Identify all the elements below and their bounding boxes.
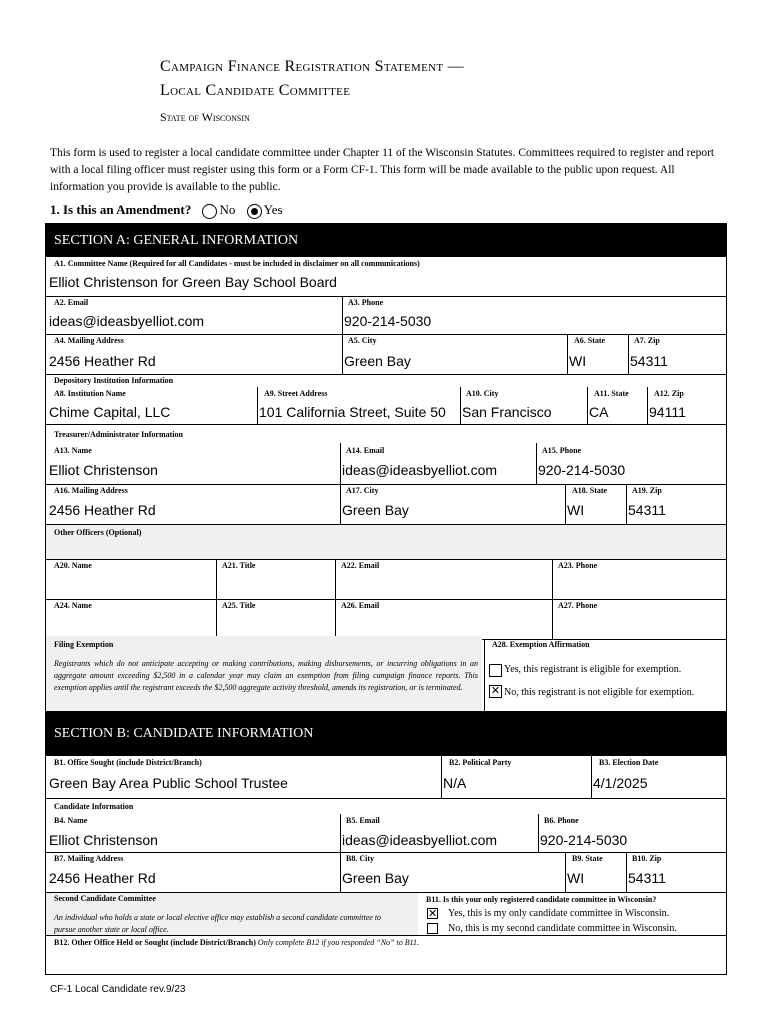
b3-label: B3. Election Date: [599, 758, 659, 767]
a24-label: A24. Name: [54, 601, 92, 610]
a12-label: A12. Zip: [654, 389, 684, 398]
phone-field[interactable]: 920-214-5030: [344, 313, 432, 329]
a13-label: A13. Name: [54, 446, 92, 455]
a3-label: A3. Phone: [348, 298, 384, 307]
exempt-no-label: No, this registrant is not eligible for exemption.: [504, 687, 695, 698]
a4-label: A4. Mailing Address: [54, 336, 124, 345]
b12-field[interactable]: [49, 952, 719, 970]
b11-no-label: No, this is my second candidate committee in Wisconsin.: [448, 923, 677, 934]
b11-no-checkbox[interactable]: [427, 923, 438, 934]
treasurer-email-field[interactable]: ideas@ideasbyelliot.com: [342, 462, 498, 478]
treasurer-state-field[interactable]: WI: [567, 502, 585, 518]
filing-exemption-heading: Filing Exemption: [54, 640, 114, 649]
a7-label: A7. Zip: [634, 336, 660, 345]
b12-note: Only complete B12 if you responded “No” to B11.: [257, 938, 420, 947]
candidate-state-field[interactable]: WI: [567, 870, 585, 886]
a10-label: A10. City: [466, 389, 499, 398]
institution-zip-field[interactable]: 94111: [649, 404, 686, 420]
a27-label: A27. Phone: [558, 601, 598, 610]
election-date-field[interactable]: 4/1/2025: [593, 775, 648, 791]
institution-name-field[interactable]: Chime Capital, LLC: [49, 404, 171, 420]
treasurer-heading: Treasurer/Administrator Information: [54, 430, 183, 439]
b4-label: B4. Name: [54, 816, 88, 825]
amendment-yes-radio[interactable]: [247, 204, 262, 219]
a25-label: A25. Title: [222, 601, 256, 610]
exempt-yes-label: Yes, this registrant is eligible for exemption.: [504, 664, 682, 675]
amendment-no-label: No: [219, 202, 236, 217]
a1-label: A1. Committee Name (Required for all Candidates - must be included in disclaimer on all communications): [54, 259, 420, 268]
a2-label: A2. Email: [54, 298, 89, 307]
a22-label: A22. Email: [341, 561, 380, 570]
candidate-city-field[interactable]: Green Bay: [342, 870, 409, 886]
b6-label: B6. Phone: [544, 816, 579, 825]
treasurer-phone-field[interactable]: 920-214-5030: [538, 462, 626, 478]
exempt-no-checkbox[interactable]: ✕: [490, 684, 501, 697]
a15-label: A15. Phone: [542, 446, 582, 455]
candidate-zip-field[interactable]: 54311: [628, 870, 666, 886]
a11-label: A11. State: [594, 389, 629, 398]
b9-label: B9. State: [572, 854, 603, 863]
form-state: State of Wisconsin: [160, 110, 250, 124]
candidate-email-field[interactable]: ideas@ideasbyelliot.com: [342, 832, 498, 848]
a14-label: A14. Email: [346, 446, 385, 455]
a19-label: A19. Zip: [632, 486, 662, 495]
form-title-line2: Local Candidate Committee: [160, 82, 351, 99]
city-field[interactable]: Green Bay: [344, 353, 411, 369]
amendment-question: 1. Is this an Amendment?: [50, 202, 192, 217]
registration-form: [45, 223, 727, 975]
institution-city-field[interactable]: San Francisco: [462, 404, 552, 420]
treasurer-zip-field[interactable]: 54311: [628, 502, 666, 518]
committee-name-field[interactable]: Elliot Christenson for Green Bay School Board: [49, 274, 337, 290]
section-a-header: SECTION A: GENERAL INFORMATION: [46, 224, 726, 257]
second-committee-heading: Second Candidate Committee: [54, 894, 156, 903]
a28-label: A28. Exemption Affirmation: [492, 640, 590, 649]
b12-label-row: [54, 938, 419, 947]
b7-label: B7. Mailing Address: [54, 854, 124, 863]
treasurer-address-field[interactable]: 2456 Heather Rd: [49, 502, 156, 518]
amendment-no-radio[interactable]: [202, 204, 217, 219]
b11-yes-label: Yes, this is my only candidate committee in Wisconsin.: [448, 908, 670, 919]
a5-label: A5. City: [348, 336, 377, 345]
a17-label: A17. City: [346, 486, 379, 495]
b12-label: B12. Other Office Held or Sought (include District/Branch): [54, 938, 256, 947]
email-field[interactable]: ideas@ideasbyelliot.com: [49, 313, 205, 329]
treasurer-city-field[interactable]: Green Bay: [342, 502, 409, 518]
a9-label: A9. Street Address: [264, 389, 328, 398]
treasurer-name-field[interactable]: Elliot Christenson: [49, 462, 158, 478]
amendment-yes-label: Yes: [263, 202, 283, 217]
second-committee-text: An individual who holds a state or local elective office may establish a second candidate committee to pursue another state or local office.: [54, 913, 382, 934]
b11-label: B11. Is this your only registered candidate committee in Wisconsin?: [426, 895, 657, 904]
b8-label: B8. City: [346, 854, 374, 863]
section-b-header: SECTION B: CANDIDATE INFORMATION: [46, 711, 726, 756]
a6-label: A6. State: [574, 336, 606, 345]
candidate-info-heading: Candidate Information: [54, 802, 134, 811]
a26-label: A26. Email: [341, 601, 380, 610]
a8-label: A8. Institution Name: [54, 389, 126, 398]
a16-label: A16. Mailing Address: [54, 486, 128, 495]
institution-street-field[interactable]: 101 California Street, Suite 50: [259, 404, 446, 420]
b2-label: B2. Political Party: [449, 758, 512, 767]
political-party-field[interactable]: N/A: [443, 775, 467, 791]
a18-label: A18. State: [572, 486, 608, 495]
a21-label: A21. Title: [222, 561, 256, 570]
b11-yes-checkbox[interactable]: ✕: [428, 907, 438, 920]
candidate-address-field[interactable]: 2456 Heather Rd: [49, 870, 156, 886]
state-field[interactable]: WI: [569, 353, 587, 369]
a23-label: A23. Phone: [558, 561, 598, 570]
form-title-line1: Campaign Finance Registration Statement —: [160, 58, 464, 75]
institution-state-field[interactable]: CA: [589, 404, 609, 420]
amendment-question-row: [50, 202, 283, 219]
filing-exemption-text: Registrants which do not anticipate accepting or making contributions, making disbursements, or incurring obligations in an aggregate amount exceeding $2,500 in a calendar year may claim an exemption from filing campaign finance reports. This exemption applies until the registrant exceeds the $2,500 aggregate activity threshold, amends its registration, or is terminated.: [54, 659, 478, 692]
other-officers-heading: Other Officers (Optional): [54, 528, 142, 537]
b10-label: B10. Zip: [632, 854, 662, 863]
a20-label: A20. Name: [54, 561, 92, 570]
form-intro: This form is used to register a local candidate committee under Chapter 11 of the Wisconsin Statutes. Committees required to register and report with a local filing officer must register using this form or a Form CF-1. This form will be made available to the public upon request. All information you provide is available to the public.: [50, 147, 715, 193]
zip-field[interactable]: 54311: [630, 353, 668, 369]
address-field[interactable]: 2456 Heather Rd: [49, 353, 156, 369]
form-footer: CF-1 Local Candidate rev.9/23: [50, 984, 186, 995]
depository-heading: Depository Institution Information: [54, 376, 174, 385]
candidate-name-field[interactable]: Elliot Christenson: [49, 832, 158, 848]
b5-label: B5. Email: [346, 816, 380, 825]
candidate-phone-field[interactable]: 920-214-5030: [540, 832, 628, 848]
b1-label: B1. Office Sought (include District/Branch): [54, 758, 202, 767]
exempt-yes-checkbox[interactable]: [489, 664, 502, 677]
office-sought-field[interactable]: Green Bay Area Public School Trustee: [49, 775, 288, 791]
